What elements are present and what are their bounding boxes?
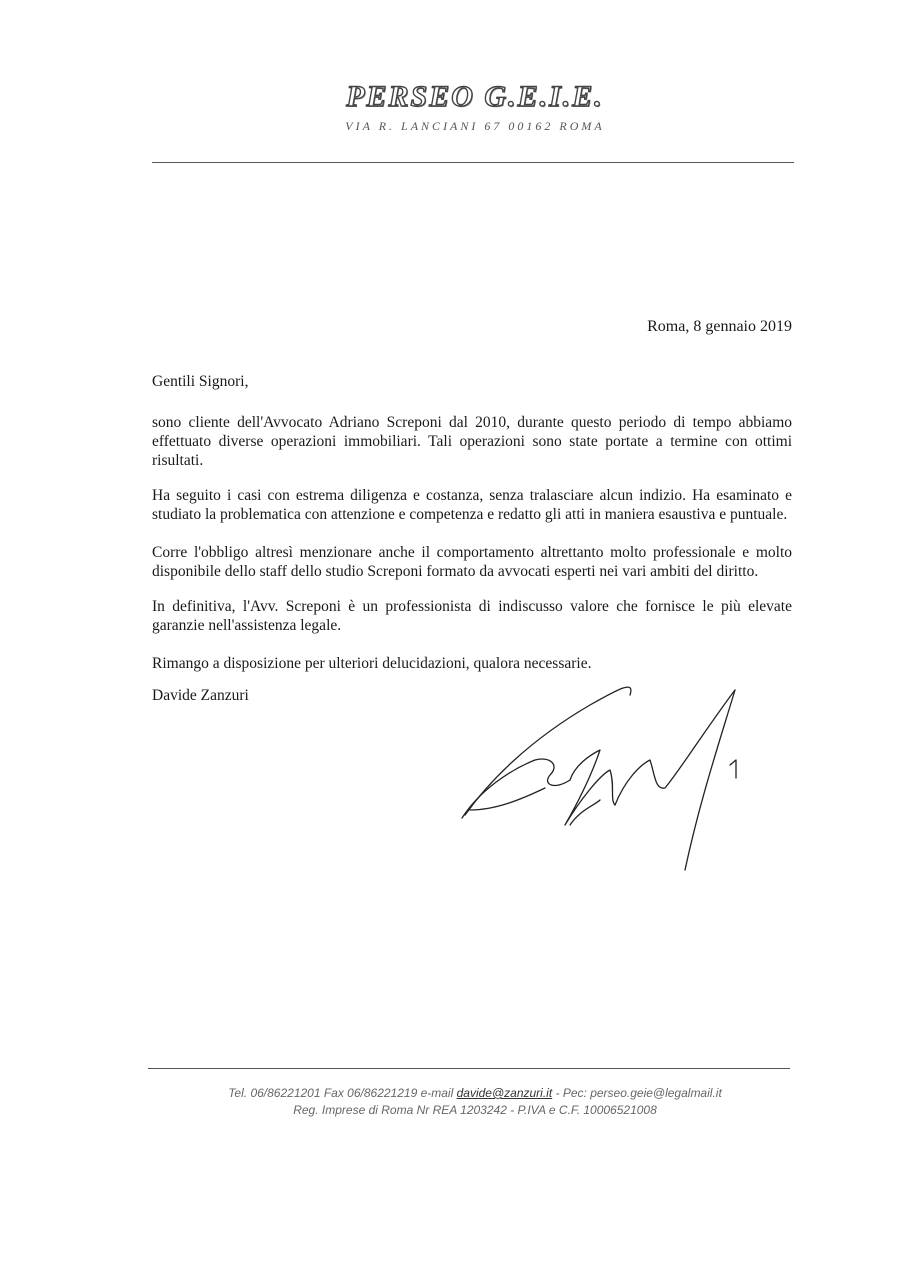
footer-registry: Reg. Imprese di Roma Nr REA 1203242 - P.IVA e C.F. 10006521008: [293, 1103, 657, 1117]
footer-divider: [148, 1068, 790, 1069]
body-paragraph-3: Corre l'obbligo altresì menzionare anche il comportamento altrettanto molto professionale e molto disponibile dello staff dello studio Screponi formato da avvocati esperti nei vari ambiti del diritto.: [152, 544, 792, 580]
body-paragraph-4: In definitiva, l'Avv. Screponi è un professionista di indiscusso valore che fornisce le più elevate garanzie nell'assistenza legale.: [152, 598, 792, 634]
header-divider: [152, 162, 794, 163]
footer-contacts: [150, 1086, 800, 1100]
salutation: Gentili Signori,: [152, 373, 249, 390]
company-address: VIA R. LANCIANI 67 00162 ROMA: [345, 119, 605, 133]
handwritten-signature: [450, 660, 770, 890]
company-logo: PERSEO G.E.I.E.: [346, 80, 604, 113]
body-paragraph-2: Ha seguito i casi con estrema diligenza e costanza, senza tralasciare alcun indizio. Ha esaminato e studiato la problematica con attenzione e competenza e redatto gli atti in maniera esaustiva e puntuale.: [152, 487, 792, 523]
footer-phone-fax: Tel. 06/86221201 Fax 06/86221219 e-mail: [228, 1086, 454, 1100]
footer-email-link[interactable]: davide@zanzuri.it: [456, 1086, 553, 1100]
footer-pec: - Pec: perseo.geie@legalmail.it: [555, 1086, 722, 1100]
signer-name: Davide Zanzuri: [152, 687, 249, 704]
body-paragraph-5: Rimango a disposizione per ulteriori delucidazioni, qualora necessarie.: [152, 655, 592, 672]
body-paragraph-1: sono cliente dell'Avvocato Adriano Screponi dal 2010, durante questo periodo di tempo abbiamo effettuato diverse operazioni immobiliari. Tali operazioni sono state portate a termine con ottimi risultati.: [152, 414, 792, 469]
letter-date: Roma, 8 gennaio 2019: [647, 318, 792, 335]
